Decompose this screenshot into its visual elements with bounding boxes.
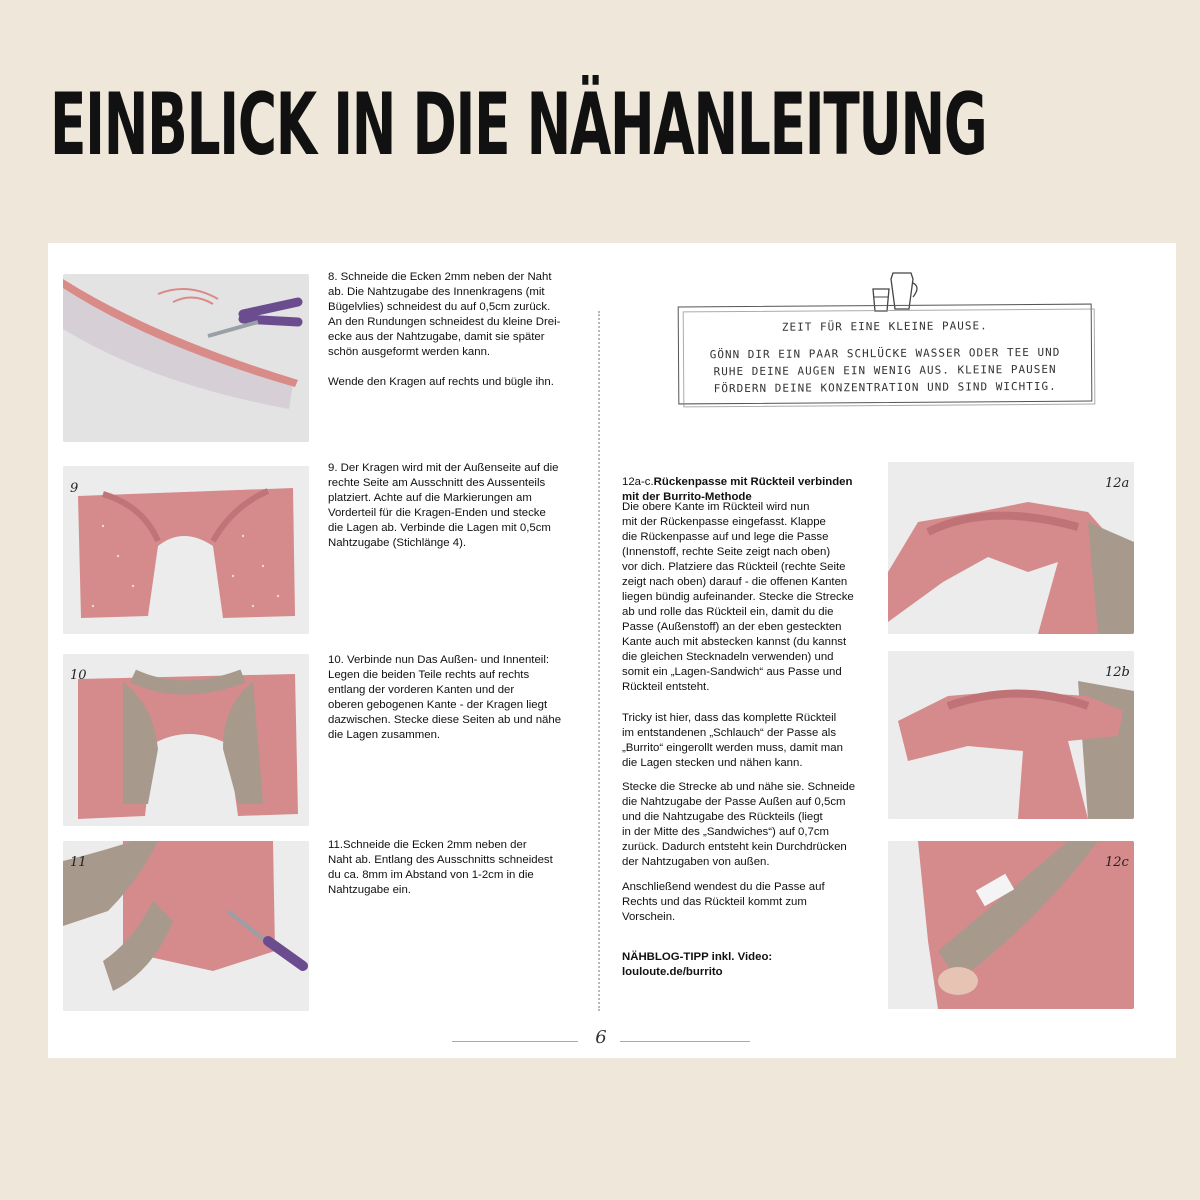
sewing-step-11-photo [63, 841, 309, 1011]
step-11-label: 11 [70, 855, 87, 870]
step-12-heading-prefix: 12a-c. [622, 476, 654, 488]
step-12c-label: 12c [1105, 855, 1129, 870]
pause-reminder-box [678, 304, 1093, 405]
pause-title: ZEIT FÜR EINE KLEINE PAUSE. [781, 319, 988, 334]
sewing-step-8-photo [63, 274, 309, 442]
step-12-paragraph-1: Die obere Kante im Rückteil wird nun mit der Rückenpasse eingefasst. Klappe die Rückenpasse auf und lege die Passe (Innenstoff, rechte Seite zeigt nach oben) vor dich. Platziere das Rückteil (rechte Seite zeigt nach oben) darauf - die offenen Kanten liegen bündig aufeinander. Stecke die Strecke ab und rolle das Rückteil ein, damit du die Passe (Außenstoff) an der eben gesteckten Kante auch mit abstecken kannst (du kannst die gleichen Stecknadeln verwenden) und somit ein „Lagen-Sandwich“ aus Passe und Rückteil entsteht. [622, 501, 854, 693]
sewing-step-12b-photo [888, 651, 1134, 819]
page-number: 6 [595, 1027, 607, 1048]
step-9-text: 9. Der Kragen wird mit der Außenseite auf die rechte Seite am Ausschnitt des Aussenteils platziert. Achte auf die Markierungen am Vorderteil für die Kragen-Enden und stecke die Lagen ab. Verbinde die Lagen mit 0,5cm Nahtzugabe (Stichlänge 4). [328, 462, 559, 549]
instruction-page [48, 243, 1176, 1058]
step-12-paragraph-2: Tricky ist hier, dass das komplette Rückteil im entstandenen „Schlauch“ der Passe als „Burrito“ eingerollt werden muss, damit man die Lagen stecken und nähen kann. [622, 712, 843, 769]
sewing-step-9-photo [63, 466, 309, 634]
step-9-label: 9 [70, 481, 79, 496]
step-12a-label: 12a [1105, 476, 1130, 491]
step-10-label: 10 [70, 668, 87, 683]
step-10-text: 10. Verbinde nun Das Außen- und Innenteil: Legen die beiden Teile rechts auf rechts entlang der vorderen Kanten und der oberen gebogenen Kante - der Kragen liegt dazwischen. Stecke diese Seiten ab und nähe die Lagen zusammen. [328, 654, 562, 741]
sewing-step-12c-photo [888, 841, 1134, 1009]
step-12-heading-title: Rückenpasse mit Rückteil verbinden mit der Burrito-Methode [622, 476, 853, 503]
step-12-paragraph-3: Stecke die Strecke ab und nähe sie. Schneide die Nahtzugabe der Passe Außen auf 0,5cm und die Nahtzugabe des Rückteils (liegt in der Mitte des „Sandwiches“) auf 0,7cm zurück. Dadurch entsteht kein Durchdrücken der Nahtzugaben von außen. [622, 781, 856, 868]
step-11-text: 11.Schneide die Ecken 2mm neben der Naht ab. Entlang des Ausschnitts schneidest du ca. 8mm im Abstand von 1-2cm in die Nahtzugabe ein. [328, 839, 553, 896]
page-headline: EINBLICK IN DIE NÄHANLEITUNG [50, 75, 987, 175]
footer-rule-right [620, 1041, 750, 1042]
step-8-text: 8. Schneide die Ecken 2mm neben der Naht ab. Die Nahtzugabe des Innenkragens (mit Bügelvlies) schneidest du auf 0,5cm zurück. An den Rundungen schneidest du kleine Drei- ecke aus der Nahtzugabe, damit sie später schön ausgeformt werden kann. Wende den Kragen auf rechts und bügle ihn. [328, 271, 561, 388]
sewing-step-12a-photo [888, 462, 1134, 634]
step-12b-label: 12b [1105, 665, 1130, 680]
page-gutter [598, 311, 600, 1011]
step-12-heading [622, 460, 882, 505]
blog-tip: NÄHBLOG-TIPP inkl. Video: louloute.de/burrito [622, 951, 773, 978]
pause-body: GÖNN DIR EIN PAAR SCHLÜCKE WASSER ODER TEE UND RUHE DEINE AUGEN EIN WENIG AUS. KLEINE PAUSEN FÖRDERN DEINE KONZENTRATION UND SIND WICHTIG. [709, 345, 1061, 396]
sewing-step-10-photo [63, 654, 309, 826]
footer-rule-left [452, 1041, 578, 1042]
step-12-paragraph-4: Anschließend wendest du die Passe auf Rechts und das Rückteil kommt zum Vorschein. [622, 881, 825, 923]
